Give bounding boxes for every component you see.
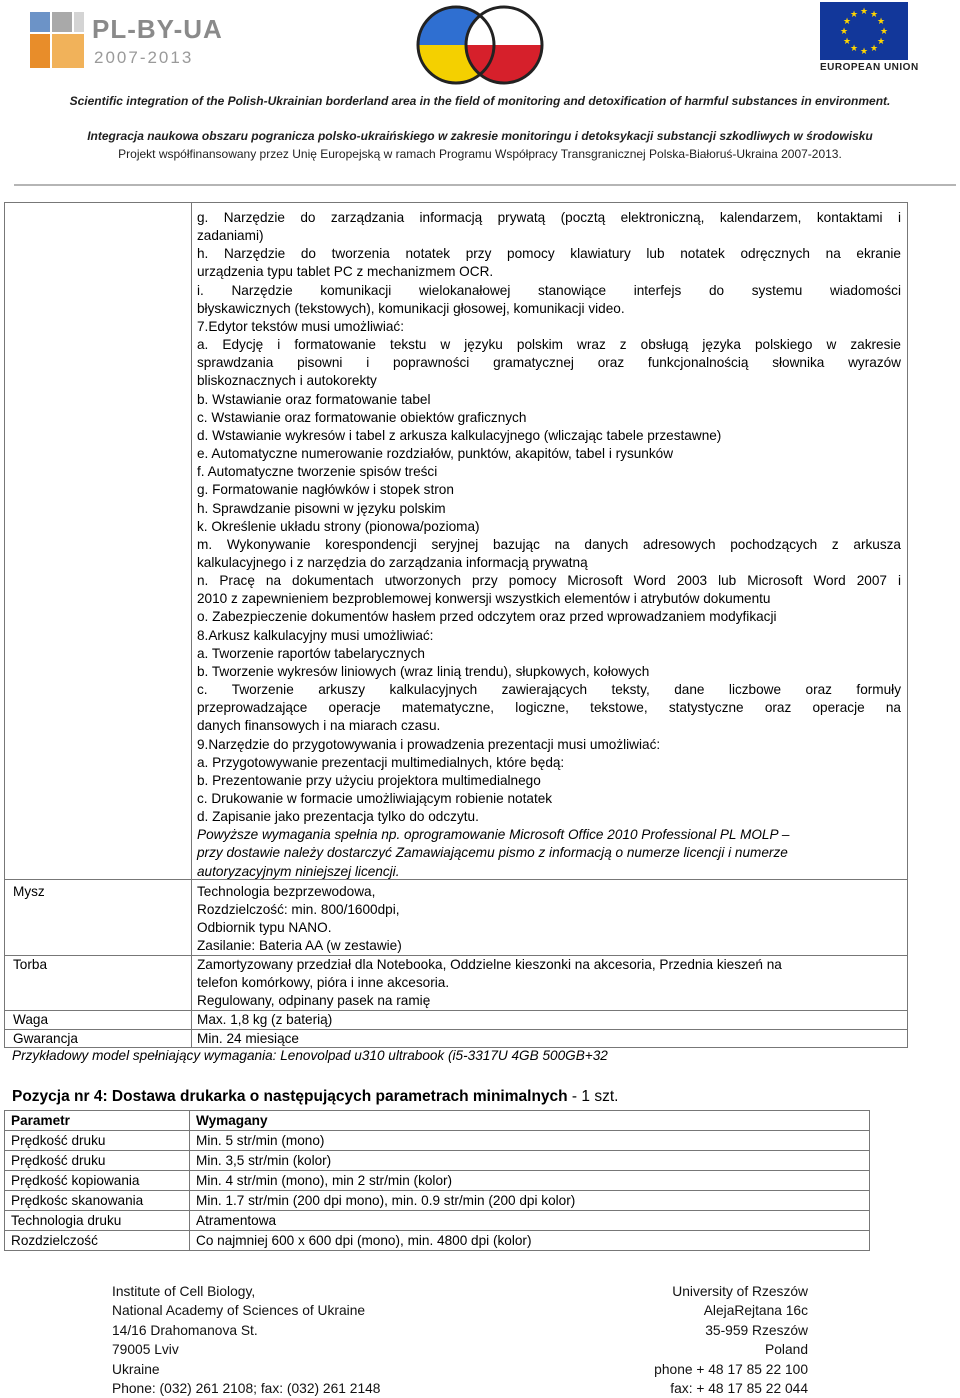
spec-line: sprawdzania pisowni i poprawności gramatycznej oraz funkcjonalnością słownika wyrazów <box>197 355 901 371</box>
footer-line: AlejaRejtana 16c <box>703 1303 808 1319</box>
footer-line: Poland <box>765 1342 808 1358</box>
spec-table <box>4 202 908 1048</box>
plbyua-logo <box>28 6 228 72</box>
spec-line: d. Zapisanie jako prezentacja tylko do odczytu. <box>197 809 479 825</box>
table-row <box>5 1191 870 1211</box>
spec-line: h. Sprawdzanie pisowni w języku polskim <box>197 500 446 516</box>
spec-line: m. Wykonywanie korespondencji seryjnej bazując na danych adresowych pochodzących z arkusza <box>197 536 901 552</box>
spec-line: c. Tworzenie arkuszy kalkulacyjnych zawierających teksty, dane liczbowe oraz formuły <box>197 682 901 698</box>
svg-text:★: ★ <box>842 37 852 47</box>
footer-line: phone + 48 17 85 22 100 <box>654 1361 808 1377</box>
footer-line: 14/16 Drahomanova St. <box>112 1322 258 1338</box>
footer-line: 35-959 Rzeszów <box>705 1322 808 1338</box>
spec-line: zadaniami) <box>197 228 264 244</box>
mysz-line: Rozdzielczość: min. 800/1600dpi, <box>197 902 400 918</box>
svg-text:★: ★ <box>869 44 879 54</box>
printer-table <box>4 1110 870 1251</box>
row-value-mysz <box>197 883 402 956</box>
header-project: Projekt współfinansowany przez Unię Europejską w ramach Programu Współpracy Transgranicznej Polska-Białoruś-Ukraina 2007-2013. <box>118 147 842 161</box>
svg-text:★: ★ <box>849 10 859 20</box>
param-cell: Rozdzielczość <box>5 1231 190 1251</box>
footer-line: fax: + 48 17 85 22 044 <box>670 1381 808 1397</box>
req-cell: Co najmniej 600 x 600 dpi (mono), min. 4800 dpi (kolor) <box>190 1231 870 1251</box>
eu-logo <box>820 2 919 82</box>
spec-line: danych finansowych i na miarach czasu. <box>197 718 441 734</box>
position-title-bold: Pozycja nr 4: Dostawa drukarka o następujących parametrach minimalnych <box>12 1088 568 1105</box>
row-label-torba: Torba <box>13 957 48 972</box>
spec-line: g. Formatowanie nagłówków i stopek stron <box>197 482 454 498</box>
spec-line: h. Narzędzie do tworzenia notatek przy pomocy klawiatury lub notatek odręcznych na ekranie <box>197 246 901 262</box>
spec-line: 8.Arkusz kalkulacyjny musi umożliwiać: <box>197 627 434 643</box>
svg-text:★: ★ <box>879 27 889 37</box>
param-cell: Prędkość druku <box>5 1151 190 1171</box>
footer-line: Ukraine <box>112 1361 160 1377</box>
spec-line: a. Edycję i formatowanie tekstu w języku polskim wraz z obsługą języka polskiego w zakresie <box>197 337 901 353</box>
table-row <box>5 1211 870 1231</box>
svg-text:★: ★ <box>876 37 886 47</box>
footer-line: Phone: (032) 261 2108; fax: (032) 261 2148 <box>112 1381 381 1397</box>
example-model: Przykładowy model spełniający wymagania: Lenovolpad u310 ultrabook (i5-3317U 4GB 500GB+32 <box>12 1048 608 1063</box>
eu-caption: EUROPEAN UNION <box>820 62 919 73</box>
svg-text:★: ★ <box>859 47 869 57</box>
spec-line: n. Pracę na dokumentach utworzonych przy pomocy Microsoft Word 2003 lub Microsoft Word 2007 i <box>197 573 901 589</box>
header-param: Parametr <box>5 1111 190 1131</box>
svg-text:★: ★ <box>869 10 879 20</box>
svg-text:★: ★ <box>839 27 849 37</box>
param-cell: Prędkość druku <box>5 1131 190 1151</box>
spec-line: c. Drukowanie w formacie umożliwiającym robienie notatek <box>197 791 553 806</box>
spec-line: d. Wstawianie wykresów i tabel z arkusza kalkulacyjnego (wliczając tabele przestawne) <box>197 427 722 443</box>
position-title <box>12 1088 618 1106</box>
mysz-line: Technologia bezprzewodowa, <box>197 884 376 899</box>
spec-line: przy dostawie należy dostarczyć Zamawiającemu pismo z informacją o numerze licencji i numerze <box>197 845 788 861</box>
row-value-torba <box>197 956 782 1010</box>
row-value-gwarancja: Min. 24 miesiące <box>197 1031 299 1046</box>
plbyua-title: PL-BY-UA <box>92 14 223 44</box>
req-cell: Min. 3,5 str/min (kolor) <box>190 1151 870 1171</box>
torba-line: Zamortyzowany przedział dla Notebooka, Oddzielne kieszonki na akcesoria, Przednia kieszeń na <box>197 957 782 972</box>
footer-line: 79005 Lviv <box>112 1342 179 1358</box>
spec-line: b. Prezentowanie przy użyciu projektora multimedialnego <box>197 772 541 788</box>
column-divider <box>191 203 192 1047</box>
row-label-gwarancja: Gwarancja <box>13 1031 78 1046</box>
software-requirements <box>197 209 901 881</box>
spec-line: błyskawicznych (tekstowych), komunikacji głosowej, komunikacji video. <box>197 300 625 316</box>
logo-strip <box>0 0 960 92</box>
spec-line: k. Określenie układu strony (pionowa/pozioma) <box>197 518 480 534</box>
spec-line: a. Tworzenie raportów tabelarycznych <box>197 645 425 661</box>
spec-line: b. Tworzenie wykresów liniowych (wraz linią trendu), słupkowych, kołowych <box>197 663 650 679</box>
svg-text:★: ★ <box>859 7 869 17</box>
spec-line: 9.Narzędzie do przygotowywania i prowadzenia prezentacji musi umożliwiać: <box>197 736 661 752</box>
footer-line: National Academy of Sciences of Ukraine <box>112 1303 366 1319</box>
footer-line: Institute of Cell Biology, <box>112 1284 256 1299</box>
spec-line: kalkulacyjnego i z narzędzia do zarządzania informacją prywatną <box>197 554 588 570</box>
param-cell: Prędkośc skanowania <box>5 1191 190 1211</box>
table-row <box>5 1131 870 1151</box>
param-cell: Prędkość kopiowania <box>5 1171 190 1191</box>
table-row <box>5 1171 870 1191</box>
table-header-row <box>5 1111 870 1131</box>
spec-line: bliskoznacznych i autokorekty <box>197 373 377 389</box>
spec-line: i. Narzędzie komunikacji wielokanałowej stanowiące interfejs do systemu wiadomości <box>197 282 901 298</box>
spec-line: autoryzacyjnym niniejszej licencji. <box>197 863 400 879</box>
header-polish: Integracja naukowa obszaru pogranicza polsko-ukraińskiego w zakresie monitoringu i detoksykacji substancji szkodliwych w środowisku <box>87 129 873 143</box>
req-cell: Min. 1.7 str/min (200 dpi mono), min. 0.9 str/min (200 dpi kolor) <box>190 1191 870 1211</box>
svg-text:★: ★ <box>842 17 852 27</box>
spec-line: g. Narzędzie do zarządzania informacją prywatą (pocztą elektroniczną, kalendarzem, kontaktami i <box>197 210 901 225</box>
svg-text:★: ★ <box>876 17 886 27</box>
spec-line: 7.Edytor tekstów musi umożliwiać: <box>197 318 404 334</box>
torba-line: Regulowany, odpinany pasek na ramię <box>197 993 431 1009</box>
spec-line: przeprowadzające operacje matematyczne, logiczne, tekstowe, statystyczne oraz operacje na <box>197 700 901 716</box>
ua-pl-flags-logo <box>414 4 546 86</box>
spec-line: c. Wstawianie oraz formatowanie obiektów graficznych <box>197 409 527 425</box>
plbyua-years: 2007-2013 <box>94 48 194 67</box>
row-separator <box>5 1010 907 1011</box>
svg-text:★: ★ <box>849 44 859 54</box>
row-separator <box>5 879 907 880</box>
spec-line: 2010 z zapewnieniem bezproblemowej konwersji wszystkich elementów i atrybutów dokumentu <box>197 591 771 607</box>
row-separator <box>5 1029 907 1030</box>
header-req: Wymagany <box>190 1111 870 1131</box>
spec-line: Powyższe wymagania spełnia np. oprogramowanie Microsoft Office 2010 Professional PL MOLP – <box>197 827 790 843</box>
mysz-line: Zasilanie: Bateria AA (w zestawie) <box>197 938 402 954</box>
spec-line: e. Automatyczne numerowanie rozdziałów, punktów, akapitów, tabel i rysunków <box>197 446 674 462</box>
spec-line: b. Wstawianie oraz formatowanie tabel <box>197 391 431 407</box>
header-divider <box>14 184 956 186</box>
row-label-mysz: Mysz <box>13 884 45 899</box>
spec-line: urządzenia typu tablet PC z mechanizmem OCR. <box>197 264 494 280</box>
row-label-waga: Waga <box>13 1012 49 1027</box>
table-row <box>5 1151 870 1171</box>
spec-line: o. Zabezpieczenie dokumentów hasłem przed odczytem oraz przed wprowadzaniem modyfikacji <box>197 609 777 625</box>
torba-line: telefon komórkowy, pióra i inne akcesoria. <box>197 975 450 991</box>
plbyua-mark-icon <box>28 6 88 72</box>
table-row <box>5 1231 870 1251</box>
footer-right-address <box>654 1282 808 1398</box>
spec-line: a. Przygotowywanie prezentacji multimedialnych, które będą: <box>197 754 565 770</box>
position-title-qty: - 1 szt. <box>567 1088 619 1105</box>
footer-line: University of Rzeszów <box>672 1284 808 1299</box>
req-cell: Min. 4 str/min (mono), min 2 str/min (kolor) <box>190 1171 870 1191</box>
req-cell: Atramentowa <box>190 1211 870 1231</box>
footer-left-address <box>112 1282 380 1398</box>
spec-line: f. Automatyczne tworzenie spisów treści <box>197 464 438 480</box>
header-english: Scientific integration of the Polish-Ukrainian borderland area in the field of monitoring and detoxification of harmful substances in environment. <box>69 94 891 108</box>
req-cell: Min. 5 str/min (mono) <box>190 1131 870 1151</box>
eu-flag-icon <box>820 2 908 60</box>
param-cell: Technologia druku <box>5 1211 190 1231</box>
row-value-waga: Max. 1,8 kg (z baterią) <box>197 1012 333 1027</box>
mysz-line: Odbiornik typu NANO. <box>197 920 332 936</box>
